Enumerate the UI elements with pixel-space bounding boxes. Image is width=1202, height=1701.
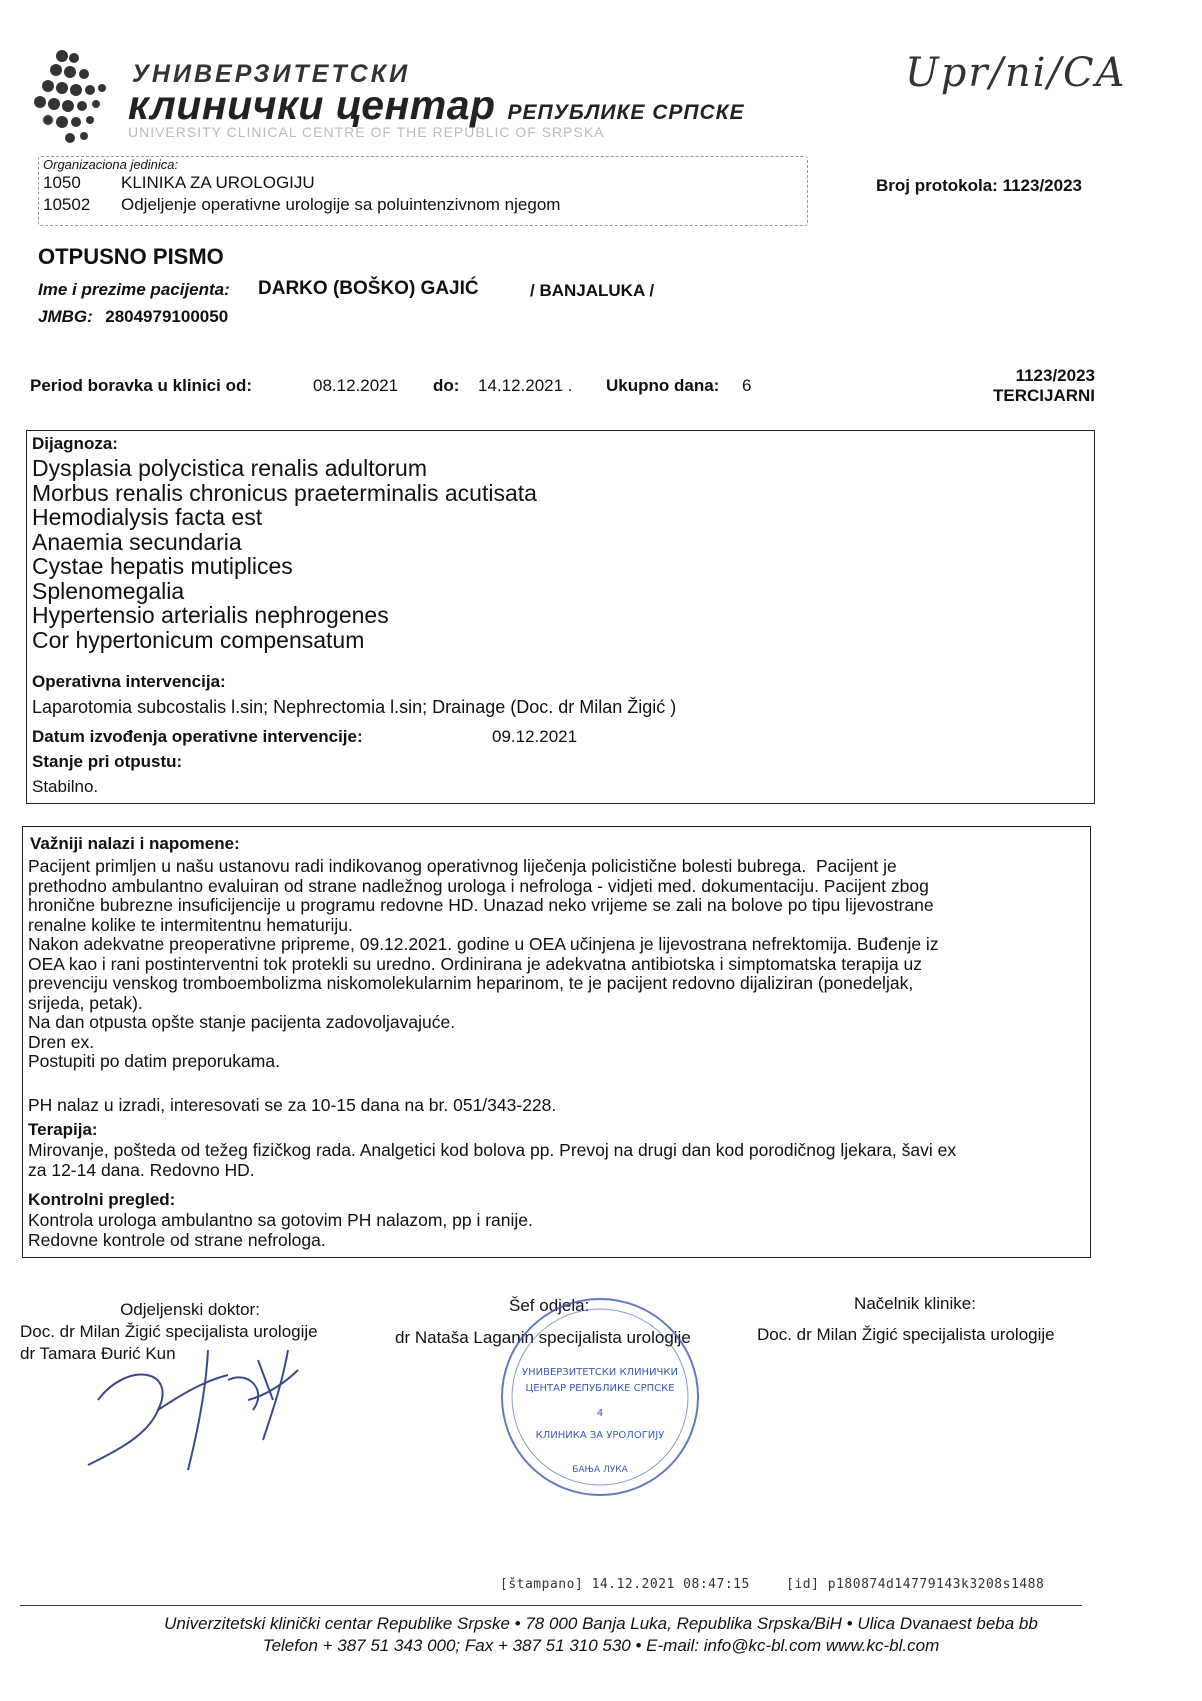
diagnosis-list bbox=[32, 456, 537, 652]
jmbg-label: JMBG: bbox=[38, 307, 93, 326]
operation-value: Laparotomia subcostalis l.sin; Nephrectomia l.sin; Drainage (Doc. dr Milan Žigić ) bbox=[32, 697, 677, 717]
diagnosis-item: Hypertensio arterialis nephrogenes bbox=[32, 602, 389, 628]
diagnosis-label: Dijagnoza: bbox=[32, 434, 118, 453]
stay-total-days: 6 bbox=[742, 376, 752, 395]
jmbg-value: 2804979100050 bbox=[105, 307, 229, 326]
stamp-text-line4: КЛИНИКА ЗА УРОЛОГИЈУ bbox=[535, 1430, 665, 1441]
head-title: Načelnik klinike: bbox=[854, 1294, 976, 1313]
diagnosis-item: Cor hypertonicum compensatum bbox=[32, 626, 365, 653]
protocol-value: 1123/2023 bbox=[1002, 176, 1082, 195]
footer-line-1: Univerzitetski klinički centar Republike Srpske • 78 000 Banja Luka, Republika Srpska/BiH • Ulica Dvanaest beba bb bbox=[164, 1614, 1038, 1633]
chief-title: Šef odjela: bbox=[509, 1296, 590, 1315]
logo-main-text: клинички центар bbox=[128, 82, 496, 128]
doctor-name-1: Doc. dr Milan Žigić specijalista urologije bbox=[20, 1322, 318, 1341]
findings-label: Važniji nalazi i napomene: bbox=[30, 834, 240, 853]
therapy-text: Mirovanje, pošteda od težeg fizičkog rada. Analgetici kod bolova pp. Prevoj na drugi dan kod porodičnog ljekara, šavi ex za 12-14 dana. Redovno HD. bbox=[28, 1140, 957, 1180]
org-unit-code: 1050 bbox=[43, 173, 81, 192]
stay-to-label: do: bbox=[433, 376, 460, 395]
operation-date-label: Datum izvođenja operativne intervencije: bbox=[32, 727, 363, 746]
org-unit-name: Odjeljenje operativne urologije sa poluintenzivnom njegom bbox=[121, 195, 561, 214]
document-id: [id] p180874d14779143k3208s1488 bbox=[786, 1577, 1045, 1592]
clinic-stamp-icon bbox=[495, 1292, 705, 1502]
org-unit-row-1 bbox=[43, 173, 315, 193]
org-unit-code: 10502 bbox=[43, 195, 91, 214]
operation-date: 09.12.2021 bbox=[492, 727, 578, 746]
signature-scribble bbox=[58, 1340, 308, 1480]
org-unit-name: KLINIKA ZA UROLOGIJU bbox=[121, 173, 315, 192]
diagnosis-item: Hemodialysis facta est bbox=[32, 504, 263, 530]
control-label: Kontrolni pregled: bbox=[28, 1190, 176, 1209]
org-unit-label: Organizaciona jedinica: bbox=[43, 157, 179, 172]
logo-text-line2 bbox=[128, 82, 745, 129]
logo-text-line3: UNIVERSITY CLINICAL CENTRE OF THE REPUBLIC OF SRPSKA bbox=[128, 124, 605, 140]
patient-name-label: Ime i prezime pacijenta: bbox=[38, 280, 230, 299]
stay-to-date: 14.12.2021 . bbox=[478, 376, 573, 395]
doctor-title: Odjeljenski doktor: bbox=[120, 1300, 260, 1319]
stamp-text-line1: УНИВЕРЗИТЕТСКИ КЛИНИЧКИ bbox=[521, 1367, 679, 1378]
logo-suffix-text: РЕПУБЛИКЕ СРПСКЕ bbox=[507, 101, 745, 124]
discharge-state-label: Stanje pri otpustu: bbox=[32, 752, 183, 771]
clinic-logo-icon bbox=[30, 48, 125, 148]
findings-text: Pacijent primljen u našu ustanovu radi indikovanog operativnog liječenja policistične bolesti bubrega. Pacijent je prethodno ambulantno evaluiran od strane nadležnog urologa i nefrologa - vidjeti med. dokumentaciju. Pacijent zbog hronične bubrezne insuficijencije u programu redovne HD. Unazad neko vrijeme se zali na bolove po tipu lijevostrane renalne kolike te intermitentnu hematuriju. Nakon adekvatne preoperativne pripreme, 09.12.2021. godine u OEA učinjena je lijevostrana nefrektomija. Buđenje iz OEA kao i rani postinterventni tok protekli su uredno. Ordinirana je adekvatna antibiotska i simptomatska terapija uz prevenciju venskog tromboembolizma niskomolekularnim heparinom, te je pacijent redovno dijaliziran (ponedeljak, srijeda, petak). Na dan otpusta opšte stanje pacijenta zadovoljavajuće. Dren ex. Postupiti po datim preporukama. bbox=[28, 856, 939, 1071]
print-timestamp bbox=[500, 1577, 1044, 1592]
stay-from-date: 08.12.2021 bbox=[313, 376, 399, 395]
printed-at: [štampano] 14.12.2021 08:47:15 bbox=[500, 1577, 750, 1592]
stay-total-label: Ukupno dana: bbox=[606, 376, 720, 395]
therapy-label: Terapija: bbox=[28, 1120, 98, 1139]
patient-jmbg-row bbox=[38, 307, 228, 327]
ph-note: PH nalaz u izradi, interesovati se za 10-15 dana na br. 051/343-228. bbox=[28, 1095, 557, 1115]
patient-name-row bbox=[38, 280, 230, 300]
doctor-name-2: dr Tamara Đurić Kun bbox=[20, 1344, 176, 1363]
logo-text-line1: УНИВЕРЗИТЕТСКИ bbox=[132, 60, 411, 88]
handwritten-note: Upr/ni/CA bbox=[905, 50, 1127, 96]
stay-from-label: Period boravka u klinici od: bbox=[30, 376, 252, 395]
diagnosis-item: Anaemia secundaria bbox=[32, 528, 242, 555]
chief-name: dr Nataša Laganin specijalista urologije bbox=[395, 1328, 691, 1347]
protocol-label: Broj protokola: bbox=[876, 176, 998, 195]
head-name: Doc. dr Milan Žigić specijalista urologije bbox=[757, 1325, 1055, 1344]
operation-label: Operativna intervencija: bbox=[32, 672, 226, 691]
document-title: OTPUSNO PISMO bbox=[38, 244, 224, 269]
stay-reference: 1123/2023 bbox=[1015, 366, 1095, 385]
protocol-number bbox=[876, 176, 1082, 196]
stamp-text-line2: ЦЕНТАР РЕПУБЛИКЕ СРПСКЕ bbox=[525, 1383, 675, 1394]
stamp-text-line5: БАЊА ЛУКА bbox=[572, 1465, 628, 1475]
footer-divider bbox=[20, 1605, 1082, 1606]
footer-line-2: Telefon + 387 51 343 000; Fax + 387 51 310 530 • E-mail: info@kc-bl.com www.kc-bl.com bbox=[262, 1636, 940, 1655]
diagnosis-item: Splenomegalia bbox=[32, 577, 185, 604]
stamp-text-line3: 4 bbox=[596, 1408, 604, 1419]
org-unit-row-2 bbox=[43, 195, 560, 215]
diagnosis-item: Cystae hepatis mutiplices bbox=[32, 553, 293, 579]
care-level: TERCIJARNI bbox=[992, 386, 1095, 405]
control-text: Kontrola urologa ambulantno sa gotovim PH nalazom, pp i ranije. Redovne kontrole od strane nefrologa. bbox=[28, 1210, 533, 1250]
discharge-state-value: Stabilno. bbox=[32, 777, 99, 796]
patient-city: / BANJALUKA / bbox=[530, 281, 655, 300]
diagnosis-item: Dysplasia polycistica renalis adultorum bbox=[32, 455, 427, 481]
patient-name: DARKO (BOŠKO) GAJIĆ bbox=[258, 278, 479, 299]
diagnosis-item: Morbus renalis chronicus praeterminalis acutisata bbox=[32, 479, 537, 506]
